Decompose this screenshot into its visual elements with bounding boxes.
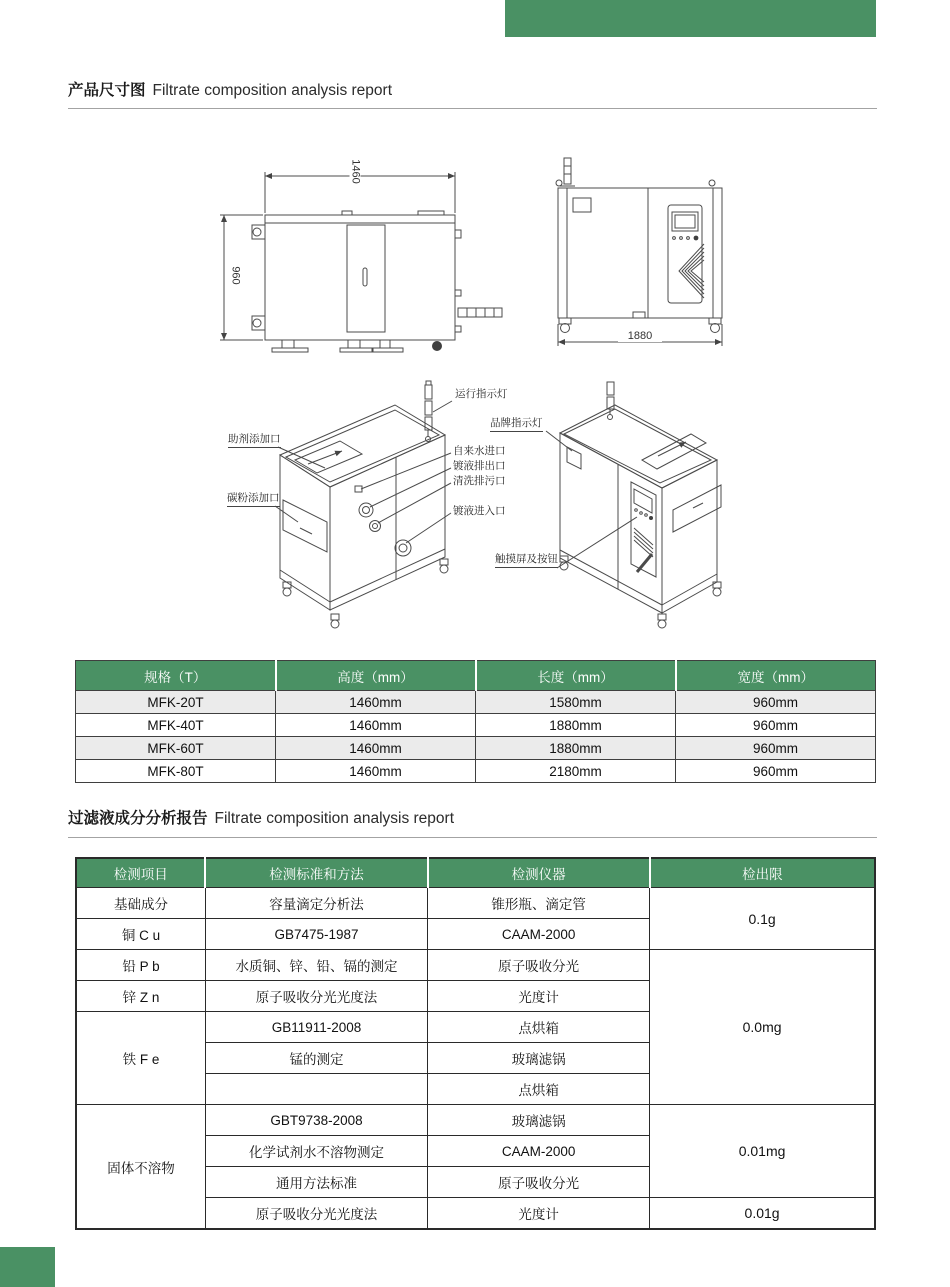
cell: 1460mm	[276, 760, 476, 783]
section1-title-en: Filtrate composition analysis report	[152, 82, 393, 99]
drawing-side-view	[220, 172, 502, 352]
header-cell: 高度（mm）	[276, 661, 476, 691]
label-carbon-powder-port: 碳粉添加口	[227, 493, 280, 507]
cell: 铅 P b	[76, 950, 205, 981]
label-cleaning-drain: 清洗排污口	[453, 475, 506, 487]
cell: 2180mm	[476, 760, 676, 783]
cell: 容量滴定分析法	[205, 888, 427, 919]
cell: 1880mm	[476, 737, 676, 760]
cell-detection-limit: 0.1g	[650, 888, 875, 950]
cell: 点烘箱	[428, 1012, 650, 1043]
table-row	[76, 950, 875, 981]
cell: GB7475-1987	[205, 919, 427, 950]
cell: 1460mm	[276, 691, 476, 714]
header-cell: 检测仪器	[428, 858, 650, 888]
cell-detection-limit: 0.01mg	[650, 1105, 875, 1198]
table-row	[76, 888, 875, 919]
header-cell: 长度（mm）	[476, 661, 676, 691]
section2-title	[68, 806, 454, 828]
cell: CAAM-2000	[428, 1136, 650, 1167]
dim-height-left: 960	[230, 259, 241, 293]
drawing-iso-right	[560, 382, 721, 628]
cell: 锌 Z n	[76, 981, 205, 1012]
header-cell: 检出限	[650, 858, 875, 888]
cell: 原子吸收分光	[428, 950, 650, 981]
cell: 960mm	[676, 691, 876, 714]
cell: 点烘箱	[428, 1074, 650, 1105]
cell: 水质铜、锌、铅、镉的测定	[205, 950, 427, 981]
cell: MFK-20T	[76, 691, 276, 714]
analysis-table-header-row	[76, 858, 875, 888]
cell: 960mm	[676, 737, 876, 760]
table-row	[76, 737, 876, 760]
cell: 锰的测定	[205, 1043, 427, 1074]
cell: 960mm	[676, 714, 876, 737]
label-touchscreen-buttons: 触摸屏及按钮	[495, 554, 558, 568]
cell: 通用方法标准	[205, 1167, 427, 1198]
section2-title-en: Filtrate composition analysis report	[214, 810, 455, 827]
cell: MFK-80T	[76, 760, 276, 783]
product-drawings	[190, 130, 860, 650]
cell: 1880mm	[476, 714, 676, 737]
section1-title	[68, 78, 392, 100]
header-cell: 规格（T）	[76, 661, 276, 691]
cell: 1580mm	[476, 691, 676, 714]
label-running-light: 运行指示灯	[455, 388, 508, 400]
cell-item: 固体不溶物	[76, 1105, 205, 1230]
cell: GBT9738-2008	[205, 1105, 427, 1136]
label-plating-outlet: 镀液排出口	[453, 460, 506, 472]
cell: 玻璃滤锅	[428, 1043, 650, 1074]
size-spec-table	[75, 660, 876, 783]
header-cell: 检测标准和方法	[205, 858, 427, 888]
cell: 锥形瓶、滴定管	[428, 888, 650, 919]
cell: CAAM-2000	[428, 919, 650, 950]
cell: 原子吸收分光	[428, 1167, 650, 1198]
cell: 1460mm	[276, 737, 476, 760]
section1-title-zh: 产品尺寸图	[68, 82, 146, 99]
cell: 光度计	[428, 981, 650, 1012]
top-accent-bar	[505, 0, 876, 37]
drawing-front-view	[556, 158, 722, 346]
cell: 玻璃滤锅	[428, 1105, 650, 1136]
table-row	[76, 1105, 875, 1136]
label-aux-additive-port: 助剂添加口	[228, 434, 281, 448]
cell: 铜 C u	[76, 919, 205, 950]
cell: 1460mm	[276, 714, 476, 737]
cell: MFK-60T	[76, 737, 276, 760]
cell-detection-limit: 0.01g	[650, 1198, 875, 1230]
header-cell: 检测项目	[76, 858, 205, 888]
cell: 基础成分	[76, 888, 205, 919]
size-table-header-row	[76, 661, 876, 691]
header-cell: 宽度（mm）	[676, 661, 876, 691]
cell: GB11911-2008	[205, 1012, 427, 1043]
cell: 原子吸收分光光度法	[205, 1198, 427, 1230]
dim-width-front: 1880	[618, 331, 662, 342]
drawing-iso-left	[280, 381, 448, 628]
cell-item: 铁 F e	[76, 1012, 205, 1105]
cell: 原子吸收分光光度法	[205, 981, 427, 1012]
table-row	[76, 714, 876, 737]
cell: MFK-40T	[76, 714, 276, 737]
section1-divider	[68, 108, 877, 109]
dim-width-top: 1460	[350, 152, 361, 192]
cell	[205, 1074, 427, 1105]
cell-detection-limit: 0.0mg	[650, 950, 875, 1105]
cell: 光度计	[428, 1198, 650, 1230]
label-tap-water-inlet: 自来水进口	[453, 445, 506, 457]
section2-divider	[68, 837, 877, 838]
label-brand-light: 品牌指示灯	[490, 418, 543, 432]
table-row	[76, 691, 876, 714]
table-row	[76, 760, 876, 783]
label-plating-inlet: 镀液进入口	[453, 505, 506, 517]
analysis-table	[75, 857, 876, 1230]
cell: 化学试剂水不溶物测定	[205, 1136, 427, 1167]
cell: 960mm	[676, 760, 876, 783]
bottom-accent-bar	[0, 1247, 55, 1287]
section2-title-zh: 过滤液成分分析报告	[68, 810, 208, 827]
